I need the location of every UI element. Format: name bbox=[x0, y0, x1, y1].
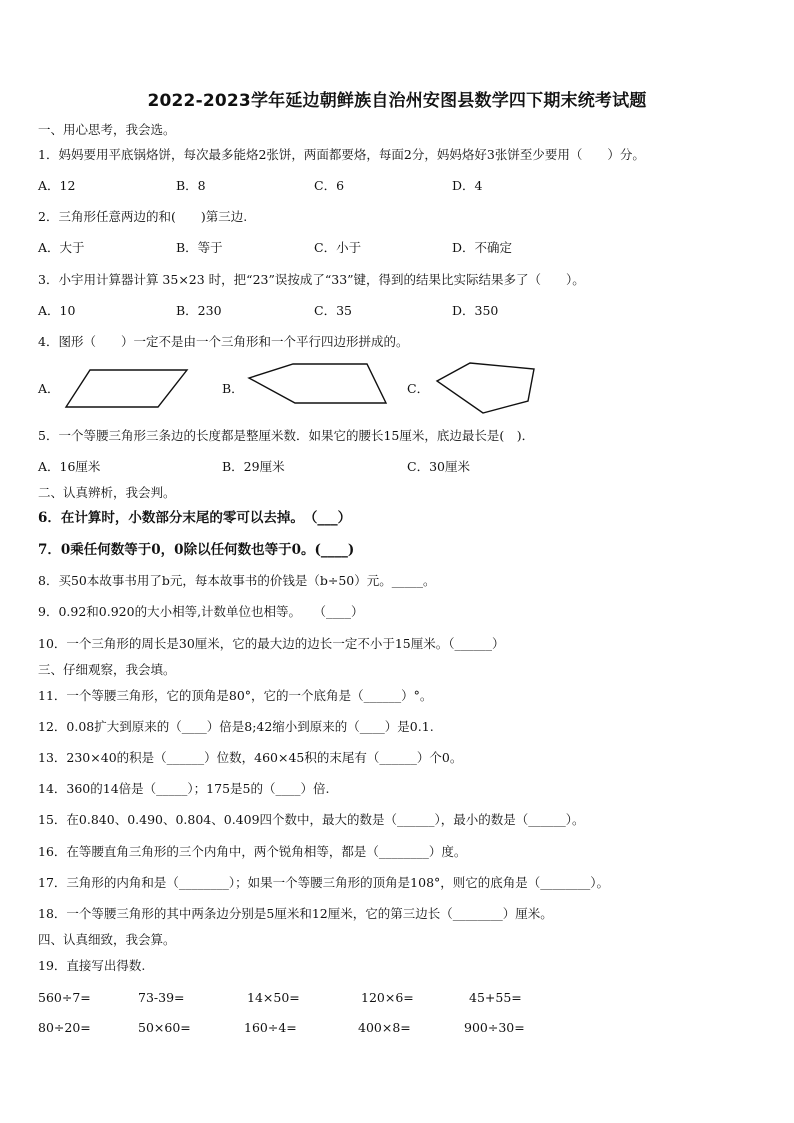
question-3: 3．小宇用计算器计算 35×23 时，把“23”误按成了“33”键，得到的结果比实际结果多了（ ）。 bbox=[38, 272, 585, 287]
trapezoid-shape bbox=[243, 362, 393, 408]
q1-option-c: C．6 bbox=[314, 178, 345, 193]
q5-option-c: C．30厘米 bbox=[407, 459, 470, 474]
question-6: 6．在计算时，小数部分末尾的零可以去掉。 （___） bbox=[38, 510, 352, 526]
section-heading-4: 四、认真细致，我会算。 bbox=[38, 932, 176, 947]
question-16: 16．在等腰直角三角形的三个内角中，两个锐角相等，都是（________）度。 bbox=[38, 844, 467, 859]
q3-option-a: A．10 bbox=[38, 303, 76, 318]
question-10: 10．一个三角形的周长是30厘米，它的最大边的边长一定不小于15厘米。（______） bbox=[38, 636, 505, 651]
question-2: 2．三角形任意两边的和( )第三边. bbox=[38, 209, 248, 224]
section-heading-1: 一、用心思考，我会选。 bbox=[38, 122, 176, 137]
q4-option-b: B． bbox=[222, 381, 244, 396]
calc-item: 400×8= bbox=[358, 1020, 411, 1035]
pentagon-shape bbox=[430, 359, 540, 419]
q2-option-b: B．等于 bbox=[176, 240, 223, 255]
calc-item: 45+55= bbox=[469, 990, 522, 1005]
q1-option-a: A．12 bbox=[38, 178, 76, 193]
q5-option-a: A．16厘米 bbox=[38, 459, 101, 474]
question-5: 5．一个等腰三角形三条边的长度都是整厘米数．如果它的腰长15厘米，底边最长是( )． bbox=[38, 428, 535, 443]
calc-item: 900÷30= bbox=[464, 1020, 525, 1035]
question-7: 7．0乘任何数等于0，0除以任何数也等于0。(____) bbox=[38, 542, 355, 558]
q2-option-c: C．小于 bbox=[314, 240, 362, 255]
calc-item: 160÷4= bbox=[244, 1020, 297, 1035]
question-14: 14．360的14倍是（_____）；175是5的（____）倍. bbox=[38, 781, 330, 796]
question-17: 17．三角形的内角和是（________）；如果一个等腰三角形的顶角是108°，则它的底角是（________）。 bbox=[38, 875, 610, 890]
q2-option-d: D．不确定 bbox=[452, 240, 513, 255]
q4-option-a: A． bbox=[38, 381, 60, 396]
question-9: 9．0.92和0.920的大小相等,计数单位也相等。 （____） bbox=[38, 604, 364, 619]
q5-option-b: B．29厘米 bbox=[222, 459, 285, 474]
question-11: 11．一个等腰三角形，它的顶角是80°，它的一个底角是（______）°。 bbox=[38, 688, 433, 703]
parallelogram-shape bbox=[60, 366, 190, 412]
q3-option-b: B．230 bbox=[176, 303, 222, 318]
question-13: 13．230×40的积是（______）位数，460×45积的末尾有（______）个0。 bbox=[38, 750, 463, 765]
q3-option-c: C．35 bbox=[314, 303, 352, 318]
calc-item: 14×50= bbox=[247, 990, 300, 1005]
q4-option-c: C． bbox=[407, 381, 430, 396]
calc-item: 73-39= bbox=[138, 990, 185, 1005]
calc-item: 50×60= bbox=[138, 1020, 191, 1035]
question-18: 18．一个等腰三角形的其中两条边分别是5厘米和12厘米，它的第三边长（________）厘米。 bbox=[38, 906, 553, 921]
q1-option-b: B．8 bbox=[176, 178, 206, 193]
question-15: 15．在0.840、0.490、0.804、0.409四个数中，最大的数是（______），最小的数是（______）。 bbox=[38, 812, 585, 827]
calc-item: 560÷7= bbox=[38, 990, 91, 1005]
calc-item: 80÷20= bbox=[38, 1020, 91, 1035]
question-8: 8．买50本故事书用了b元，每本故事书的价钱是（b÷50）元。_____。 bbox=[38, 573, 436, 588]
question-4: 4．图形（ ）一定不是由一个三角形和一个平行四边形拼成的。 bbox=[38, 334, 409, 349]
section-heading-2: 二、认真辨析，我会判。 bbox=[38, 485, 176, 500]
q3-option-d: D．350 bbox=[452, 303, 499, 318]
question-1: 1．妈妈要用平底锅烙饼，每次最多能烙2张饼，两面都要烙，每面2分，妈妈烙好3张饼至少要用（ ）分。 bbox=[38, 147, 645, 162]
page-title: 2022-2023学年延边朝鲜族自治州安图县数学四下期末统考试题 bbox=[147, 91, 647, 111]
question-12: 12．0.08扩大到原来的（____）倍是8;42缩小到原来的（____）是0.1. bbox=[38, 719, 434, 734]
calc-item: 120×6= bbox=[361, 990, 414, 1005]
q1-option-d: D．4 bbox=[452, 178, 483, 193]
q2-option-a: A．大于 bbox=[38, 240, 85, 255]
section-heading-3: 三、仔细观察，我会填。 bbox=[38, 662, 176, 677]
question-19: 19．直接写出得数. bbox=[38, 958, 146, 973]
